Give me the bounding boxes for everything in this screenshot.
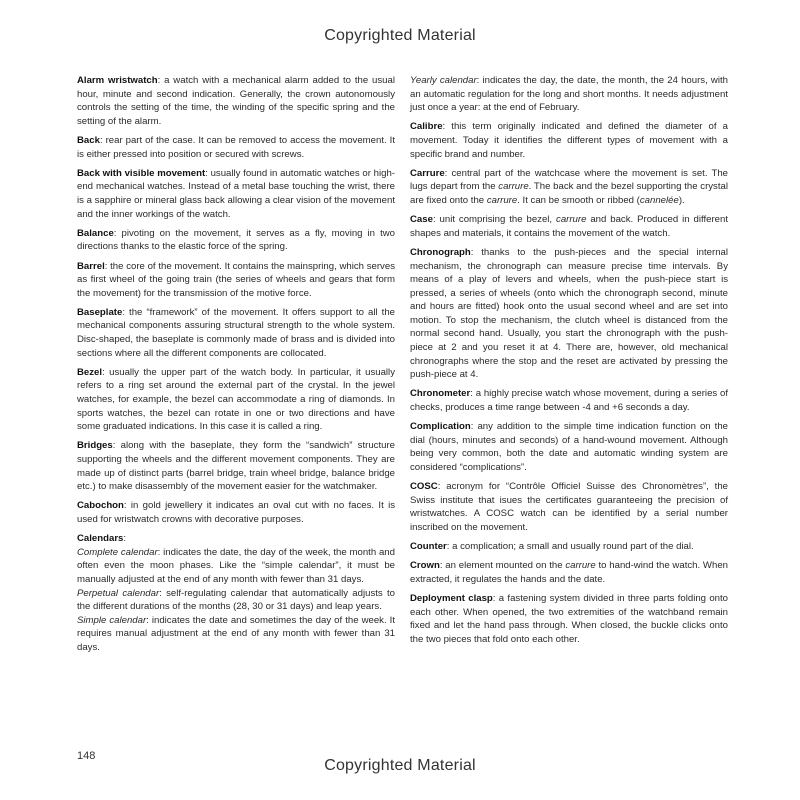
glossary-entry	[410, 387, 728, 414]
definition-text: : a watch with a mechanical alarm added to the usual hour, minute and second indication. Generally, the crown autonomously controls the setting of the time, the winding of the specific spring and the setting of the alarm.	[77, 75, 395, 127]
italic-text: cannelée	[639, 194, 679, 206]
glossary-term: Calibre	[410, 121, 443, 133]
glossary-term: Carrure	[410, 167, 445, 179]
glossary-term: Deployment clasp	[410, 593, 493, 605]
italic-text: Yearly calendar	[410, 75, 477, 86]
glossary-entry	[410, 246, 728, 382]
definition-text: : any addition to the simple time indication function on the dial (hours, minutes and seconds) of a hand-wound movement. Although being very common, both the date and automatic winding system are considered “complications”.	[410, 421, 728, 473]
definition-text: : indicates the date and sometimes the day of the week. It requires manual adjustment at the end of any month with fewer than 31 days.	[77, 614, 396, 653]
glossary-term: Balance	[77, 227, 114, 239]
definition-text: ).	[678, 194, 685, 206]
glossary-entry	[77, 439, 395, 493]
definition-text: . It can be smooth or ribbed (	[517, 194, 640, 206]
glossary-term: Complication	[410, 421, 471, 433]
definition-text: : an element mounted on the	[439, 560, 566, 572]
glossary-term: Cabochon	[77, 500, 124, 512]
glossary-entry	[77, 74, 395, 128]
definition-text: : usually found in automatic watches or high-end mechanical watches. Instead of a metal base touching the wrist, there is a sapphire or mineral glass back allowing a clear vision of the movement and the inner workings of the watch.	[77, 167, 395, 220]
definition-text: : a fastening system divided in three parts folding onto each other. When opened, the two extremities of the watchband remain fixed and let the hand pass through. When closed, the buckle clicks onto the two pieces that fold onto each other.	[410, 593, 728, 645]
italic-text: Complete calendar	[77, 546, 158, 558]
definition-text: : a highly precise watch whose movement, during a series of checks, produces a time range between -4 and +6 seconds a day.	[410, 388, 728, 414]
glossary-term: COSC	[410, 481, 438, 493]
glossary-entry	[410, 559, 728, 586]
definition-text: to hand-wind the watch. When extracted, it regulates the hands and the date.	[410, 560, 728, 585]
definition-text: : the “framework” of the movement. It offers support to all the mechanical components assuring structural strength to the whole system. Disc-shaped, the baseplate is commonly made of brass and is divided into sections where all the different components are collocated.	[77, 306, 395, 359]
glossary-entry	[410, 420, 728, 474]
glossary-term: Back	[77, 134, 100, 146]
definition-text: : usually the upper part of the watch body. In particular, it usually refers to a ring set around the external part of the crystal. In the jewel watches, for example, the bezel can accommodate a ring of diamonds. In sports watches, the bezel can rotate in one or two directions and have some graduated indications. In this case it is called a ring.	[77, 366, 395, 433]
italic-text: carrure	[498, 181, 529, 193]
glossary-entry	[77, 227, 395, 254]
definition-text: : thanks to the push-pieces and the special internal mechanism, the chronograph can measure precise time intervals. By means of a play of levers and wheels, when the push-piece start is pressed, a series of wheels (onto which the chronograph second, minute and hours are fitted) hook onto the usual second wheel and are set into motion. To stop the mechanism, the clutch wheel is distanced from the normal second hand. Usually, you start the chronograph with the push-piece at 2 and you reset it at 4. There are, however, old mechanical chronographs where the stop and the reset are activated by pressing the push-piece at 4.	[410, 246, 728, 381]
definition-text: : acronym for “Contrôle Officiel Suisse des Chronomètres”, the Swiss institute that isues the certificates guaranteeing the precision of wristwatches. A COSC watch can be identified by a serial number inscribed on the movement.	[410, 481, 728, 533]
glossary-entry	[77, 499, 395, 526]
glossary-entry	[77, 134, 395, 161]
glossary-column-right	[410, 74, 728, 652]
glossary-entry	[410, 167, 728, 208]
glossary-term: Counter	[410, 541, 447, 553]
copyright-watermark-bottom: Copyrighted Material	[324, 757, 476, 774]
definition-text: : pivoting on the movement, it serves as a fly, moving in two directions thanks to the elastic force of the spring.	[77, 227, 395, 253]
definition-text: . The back and the bezel supporting the crystal are fixed onto the	[410, 181, 728, 206]
definition-text: : a complication; a small and usually round part of the dial.	[446, 541, 694, 553]
definition-text: : indicates the day, the date, the month, the 24 hours, with an automatic regulation for the long and short months. It needs adjustment just once a year: at the end of February.	[410, 75, 728, 114]
definition-text: : rear part of the case. It can be removed to access the movement. It is either pressed into position or secured with screws.	[77, 134, 395, 160]
copyright-watermark-top: Copyrighted Material	[324, 27, 476, 44]
glossary-entry	[410, 213, 728, 240]
glossary-entry	[77, 366, 395, 434]
glossary-entry	[77, 306, 395, 360]
glossary-entry	[410, 592, 728, 646]
glossary-entry	[410, 480, 728, 534]
definition-text: : central part of the watchcase where the movement is set. The lugs depart from the	[410, 167, 728, 193]
glossary-term: Bridges	[77, 440, 113, 452]
italic-text: Perpetual calendar	[77, 587, 160, 599]
glossary-entry	[77, 260, 395, 301]
glossary-term: Barrel	[77, 260, 105, 272]
glossary-column-left	[77, 74, 395, 660]
definition-text: : self-regulating calendar that automatically adjusts to the different durations of the months (28, 30 or 31 days) and leap years.	[77, 587, 395, 613]
glossary-term: Baseplate	[77, 306, 123, 318]
glossary-term: Chronograph	[410, 246, 471, 258]
glossary-term: Back with visible movement	[77, 167, 206, 179]
glossary-term: Crown	[410, 560, 440, 572]
definition-text: : this term originally indicated and defined the diameter of a movement. Today it identifies the different types of movement with a specific brand and number.	[410, 121, 728, 160]
glossary-term: Calendars	[77, 533, 124, 545]
glossary-entry	[410, 540, 728, 554]
glossary-entry	[410, 74, 728, 115]
glossary-entry	[77, 167, 395, 221]
definition-text: : unit comprising the bezel,	[432, 214, 557, 226]
definition-text: : indicates the date, the day of the week, the month and often even the moon phases. Like the “simple calendar”, it must be manually adjusted at the end of any month with fewer than 31 days.	[77, 546, 395, 585]
italic-text: carrure	[486, 194, 518, 206]
definition-text: : along with the baseplate, they form the “sandwich” structure supporting the wheels and the different movement components. They are made up of distinct parts (barrel bridge, train wheel bridge, balance bridge etc.) to make disassembly of the movement easier for the watchmaker.	[77, 440, 395, 493]
definition-text: : in gold jewellery it indicates an oval cut with no faces. It is used for wristwatch crowns with decorative purposes.	[77, 500, 395, 525]
glossary-entry	[77, 532, 395, 654]
italic-text: Simple calendar	[77, 614, 147, 626]
italic-text: carrure	[565, 560, 596, 572]
page-number: 148	[77, 750, 96, 762]
definition-text: and back. Produced in different shapes and materials, it contains the movement of the watch.	[410, 214, 728, 239]
glossary-term: Bezel	[77, 366, 103, 378]
glossary-entry	[410, 120, 728, 161]
definition-text: : the core of the movement. It contains the mainspring, which serves as first wheel of the going train (the series of wheels and gears that form the movement) for the transmission of the motive force.	[77, 260, 395, 299]
glossary-term: Chronometer	[410, 388, 471, 400]
glossary-term: Alarm wristwatch	[77, 75, 158, 86]
italic-text: carrure	[556, 214, 587, 226]
definition-text: :	[123, 533, 127, 545]
glossary-term: Case	[410, 214, 433, 226]
